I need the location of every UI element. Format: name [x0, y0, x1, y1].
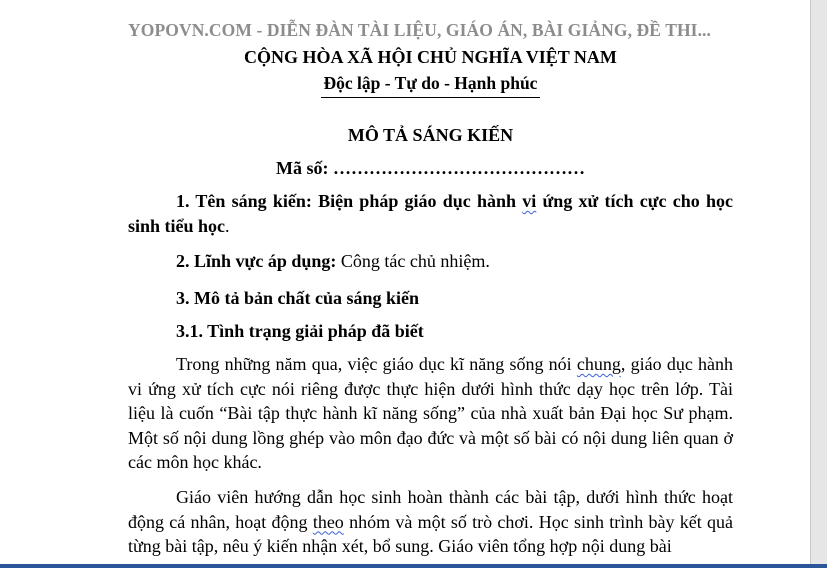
- editor-background: [811, 0, 827, 564]
- section-1-period: .: [225, 216, 230, 236]
- motto-text: Độc lập - Tự do - Hạnh phúc: [321, 72, 541, 98]
- country-name: CỘNG HÒA XÃ HỘI CHỦ NGHĨA VIỆT NAM: [244, 47, 617, 67]
- section-1-text-b: ứng xử tích cực cho học sinh tiểu học: [128, 191, 733, 236]
- document-code: Mã số: ……………………………………: [276, 158, 585, 178]
- paragraph-1-text-b: , giáo dục hành vi ứng xử tích cực nói riêng được thực hiện dưới hình thức dạy học trên lớp. Tài liệu là cuốn “Bài tập thực hành kĩ năng sống” của nhà xuất bản Đại học Sư phạm. Một số nội dung lồng ghép vào môn đạo đức và một số bài có nội dung liên quan ở các môn học khác.: [128, 354, 734, 473]
- spellcheck-flag[interactable]: chung: [576, 354, 621, 374]
- national-motto: [128, 72, 733, 98]
- section-3-heading: 3. Mô tả bản chất của sáng kiến: [176, 288, 420, 308]
- spellcheck-flag[interactable]: vi: [522, 191, 537, 211]
- section-1-initiative-name: [128, 189, 733, 239]
- document-title: MÔ TẢ SÁNG KIẾN: [347, 125, 514, 145]
- section-1-text-a: 1. Tên sáng kiến: Biện pháp giáo dục hành: [176, 191, 523, 211]
- section-2-value: Công tác chủ nhiệm.: [336, 251, 490, 271]
- site-header: YOPOVN.COM - DIỄN ĐÀN TÀI LIỆU, GIÁO ÁN, BÀI GIẢNG, ĐỀ THI...: [128, 20, 712, 40]
- section-3-1-heading: 3.1. Tình trạng giải pháp đã biết: [176, 321, 424, 341]
- paragraph-2-text-a: Giáo viên hướng dẫn học sinh hoàn thành các bài tập, dưới hình thức hoạt động cá nhân, hoạt động: [128, 486, 733, 532]
- document-content: [128, 20, 733, 559]
- body-paragraph-1: [128, 352, 733, 475]
- section-2-field: [128, 249, 733, 274]
- paragraph-1-text-a: Trong những năm qua, việc giáo dục kĩ năng sống nói: [176, 354, 577, 374]
- paragraph-2-text-b: nhóm và một số trò chơi. Học sinh trình bày kết quả từng bài tập, nêu ý kiến nhận xét, bổ sung. Giáo viên tổng hợp nội dung bài: [128, 511, 733, 557]
- section-2-label: 2. Lĩnh vực áp dụng:: [176, 251, 337, 271]
- spellcheck-flag[interactable]: theo: [312, 511, 344, 532]
- status-bar-strip: [0, 564, 827, 568]
- body-paragraph-2: [128, 485, 733, 559]
